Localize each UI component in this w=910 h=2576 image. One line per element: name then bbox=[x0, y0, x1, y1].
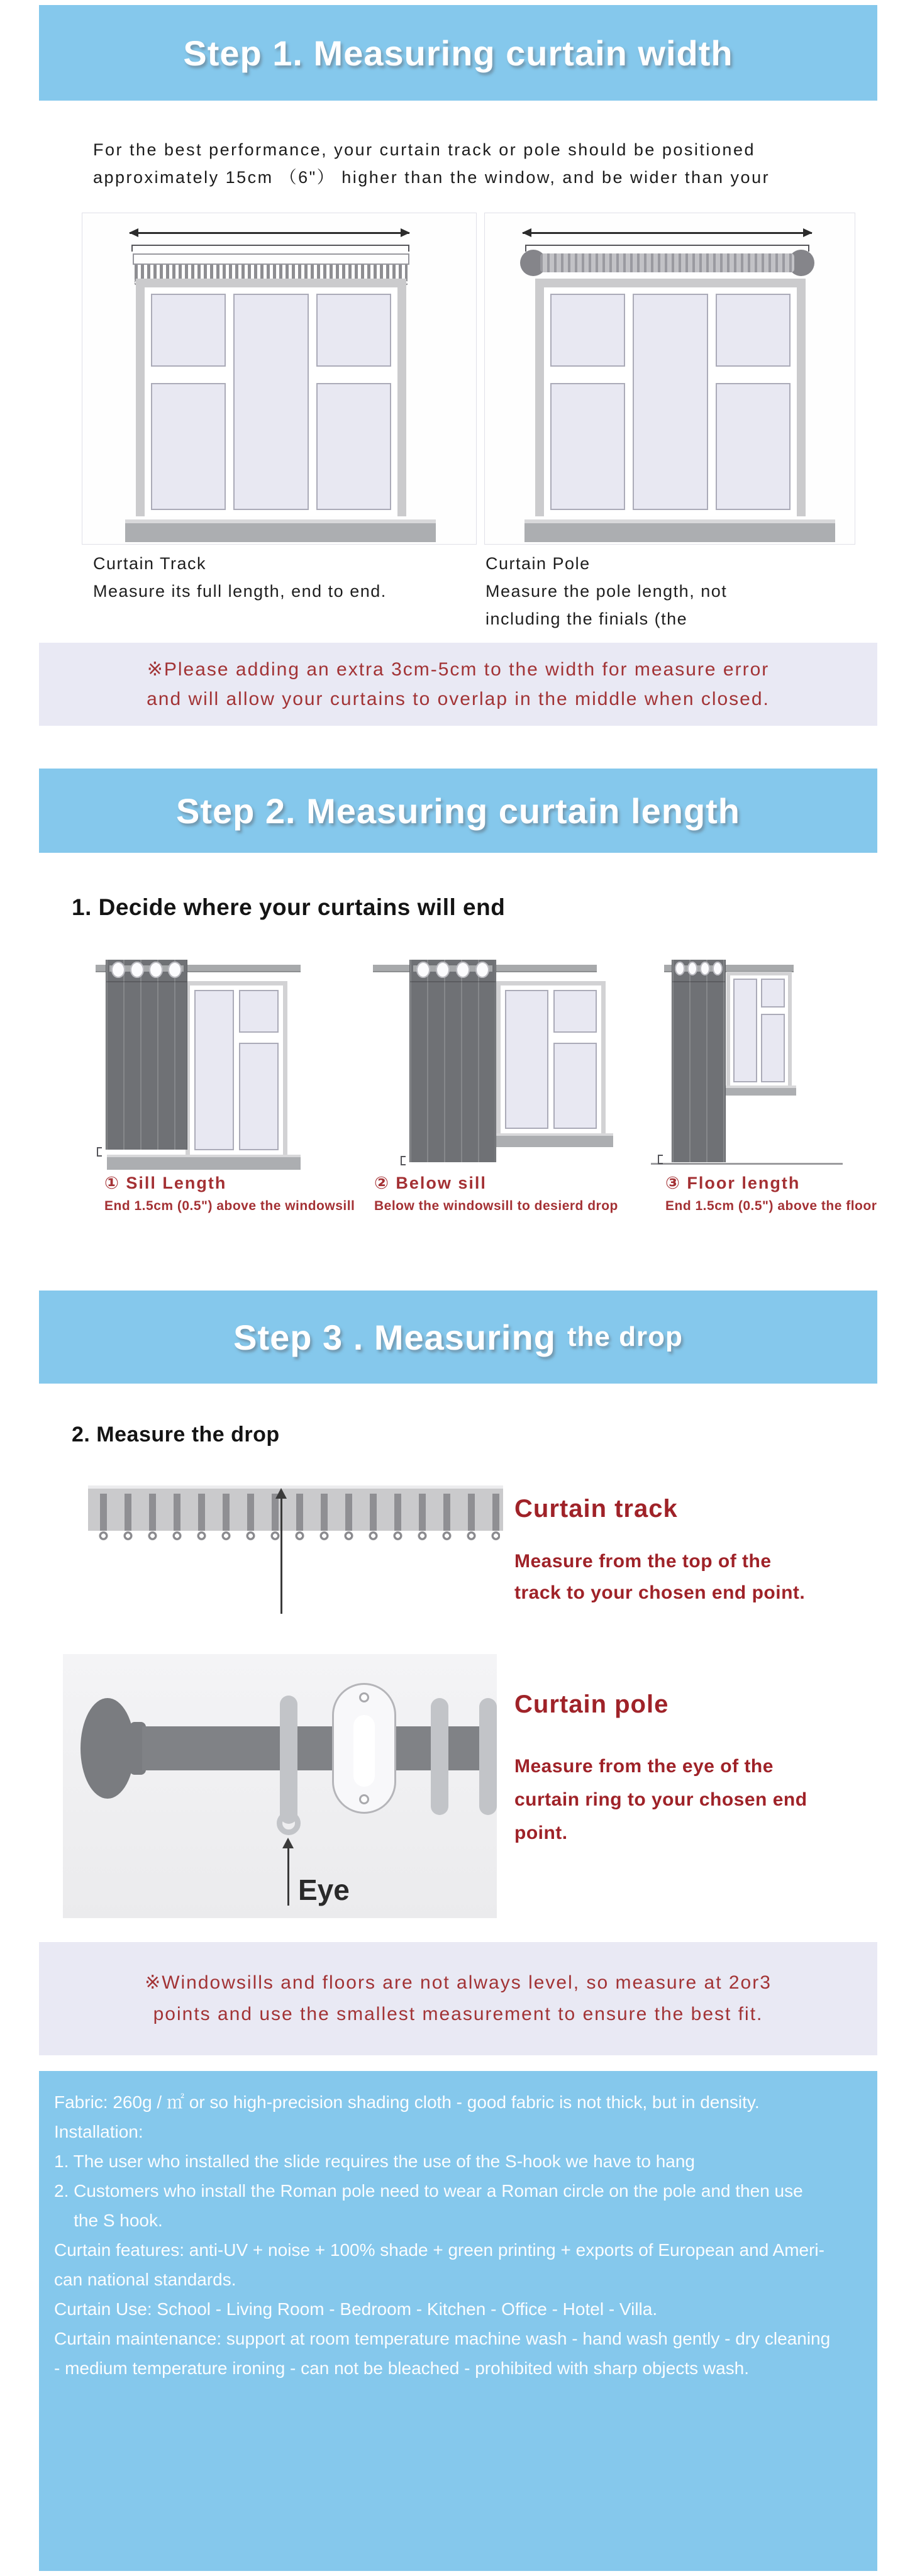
measure-line bbox=[280, 1498, 282, 1614]
windowsill bbox=[524, 519, 835, 542]
track-drop-line: track to your chosen end point. bbox=[514, 1582, 806, 1603]
window-column bbox=[553, 990, 597, 1129]
step3-heading: 2. Measure the drop bbox=[72, 1423, 280, 1446]
curtain-track-window-figure bbox=[82, 213, 477, 545]
ring-eye-icon bbox=[277, 1811, 301, 1835]
pole-bracket-icon bbox=[332, 1683, 396, 1814]
measure-mark-icon bbox=[401, 1156, 406, 1165]
curtain-pole-window-figure bbox=[484, 213, 855, 545]
window-pane bbox=[151, 383, 226, 510]
window-pane bbox=[733, 979, 757, 1082]
grommet-icon bbox=[436, 962, 450, 978]
info-line: the S hook. bbox=[54, 2211, 163, 2230]
grommet-icon bbox=[416, 962, 430, 978]
measure-bracket-icon bbox=[525, 245, 809, 252]
width-arrow-icon bbox=[130, 232, 409, 234]
figure2-label: ② Below sill bbox=[374, 1174, 487, 1192]
figure1-caption: End 1.5cm (0.5") above the windowsill bbox=[104, 1199, 355, 1213]
pole-drop-line: curtain ring to your chosen end bbox=[514, 1789, 807, 1810]
step3-banner-title: Step 3 . Measuring bbox=[233, 1317, 556, 1357]
window-column bbox=[716, 294, 791, 510]
window-illustration bbox=[535, 279, 806, 516]
grommet-icon bbox=[713, 962, 723, 975]
window-pane bbox=[716, 383, 791, 510]
window-column bbox=[505, 990, 548, 1129]
grommet-icon bbox=[675, 962, 685, 975]
window-illustration bbox=[136, 279, 406, 516]
pole-drop-title: Curtain pole bbox=[514, 1690, 669, 1718]
step1-intro bbox=[93, 136, 873, 191]
window-pane bbox=[716, 294, 791, 367]
intro-line: For the best performance, your curtain track or pole should be positioned bbox=[93, 140, 755, 159]
grommet-icon bbox=[475, 962, 489, 978]
curtain-track-illustration bbox=[88, 1485, 503, 1531]
track-gliders bbox=[91, 1494, 500, 1531]
info-line: Curtain Use: School - Living Room - Bedroom - Kitchen - Office - Hotel - Villa. bbox=[54, 2299, 658, 2319]
grommet-icon bbox=[149, 962, 163, 978]
track-drop-line: Measure from the top of the bbox=[514, 1551, 772, 1572]
pole-drop-text bbox=[514, 1750, 807, 1850]
note-line: points and use the smallest measurement to ensure the best fit. bbox=[153, 2004, 763, 2024]
grommet-icon bbox=[687, 962, 697, 975]
windowsill bbox=[107, 1155, 301, 1170]
track-gliders bbox=[135, 265, 408, 280]
windowsill bbox=[490, 1133, 613, 1147]
window-illustration bbox=[726, 972, 792, 1085]
step1-banner bbox=[39, 5, 877, 101]
window-column bbox=[233, 294, 308, 510]
bracket-screw-icon bbox=[359, 1692, 369, 1702]
window-pane bbox=[761, 1014, 785, 1082]
info-line: Curtain features: anti-UV + noise + 100% shade + green printing + exports of European and Ameri- bbox=[54, 2240, 824, 2260]
pole-caption-title: Curtain Pole bbox=[486, 554, 591, 573]
track-glider-eyes bbox=[91, 1531, 500, 1542]
windowsill bbox=[722, 1085, 796, 1096]
track-drop-title: Curtain track bbox=[514, 1495, 678, 1523]
curtain-ring-icon bbox=[280, 1696, 297, 1824]
window-illustration bbox=[186, 981, 287, 1155]
grommet-row bbox=[672, 962, 725, 975]
window-column bbox=[733, 979, 757, 1082]
info-line: can national standards. bbox=[54, 2270, 236, 2289]
width-arrow-icon bbox=[523, 232, 812, 234]
window-pane bbox=[316, 383, 391, 510]
note-line: ※Windowsills and floors are not always level, so measure at 2or3 bbox=[145, 1972, 772, 1993]
step3-banner-subtitle: the drop bbox=[567, 1321, 683, 1352]
window-pane bbox=[505, 990, 548, 1129]
window-illustration bbox=[496, 981, 606, 1133]
track-caption-text: Measure its full length, end to end. bbox=[93, 582, 387, 601]
track-drop-text bbox=[514, 1546, 805, 1609]
bracket-slot bbox=[353, 1715, 375, 1787]
step1-banner-title: Step 1. Measuring curtain width bbox=[183, 33, 733, 73]
pole-caption bbox=[486, 550, 875, 633]
window-pane bbox=[553, 1043, 597, 1129]
window-column bbox=[316, 294, 391, 510]
window-pane bbox=[151, 294, 226, 367]
window-pane bbox=[233, 294, 308, 510]
window-column bbox=[550, 294, 625, 510]
track-caption-title: Curtain Track bbox=[93, 554, 207, 573]
figure1-label: ① Sill Length bbox=[104, 1174, 227, 1192]
curtain-panel bbox=[409, 960, 496, 1162]
measure-bracket-icon bbox=[131, 245, 409, 252]
bracket-screw-icon bbox=[359, 1794, 369, 1804]
up-arrow-icon bbox=[275, 1488, 287, 1499]
figure3-label: ③ Floor length bbox=[665, 1174, 801, 1192]
measure-mark-icon bbox=[97, 1147, 102, 1157]
pole-finial-icon bbox=[80, 1698, 135, 1799]
window-pane bbox=[194, 990, 234, 1150]
note-line: ※Please adding an extra 3cm-5cm to the width for measure error bbox=[147, 659, 770, 680]
info-line: Installation: bbox=[54, 2122, 143, 2141]
windowsill bbox=[125, 519, 436, 542]
pole-caption-text: including the finials (the bbox=[486, 609, 688, 628]
grommet-icon bbox=[111, 962, 125, 978]
curtain-ring-icon bbox=[479, 1698, 497, 1815]
window-column bbox=[761, 979, 785, 1082]
note-line: and will allow your curtains to overlap in the middle when closed. bbox=[147, 689, 770, 709]
step2-banner bbox=[39, 769, 877, 853]
grommet-row bbox=[410, 962, 496, 978]
width-note bbox=[39, 643, 877, 726]
window-pane bbox=[550, 383, 625, 510]
curtain-panel bbox=[106, 960, 187, 1150]
figure2-caption: Below the windowsill to desierd drop bbox=[374, 1199, 618, 1213]
step3-banner bbox=[39, 1291, 877, 1384]
info-line: 1. The user who installed the slide requires the use of the S-hook we have to hang bbox=[54, 2151, 696, 2171]
info-line: Curtain maintenance: support at room temperature machine wash - hand wash gently - dry cleaning bbox=[54, 2329, 831, 2348]
step2-banner-title: Step 2. Measuring curtain length bbox=[175, 791, 741, 831]
window-column bbox=[151, 294, 226, 510]
measure-mark-icon bbox=[658, 1155, 663, 1164]
level-note bbox=[39, 1942, 877, 2055]
track-rail bbox=[133, 253, 409, 265]
info-line: 2. Customers who install the Roman pole need to wear a Roman circle on the pole and then use bbox=[54, 2181, 803, 2201]
window-pane bbox=[239, 990, 279, 1033]
curtain-pole-illustration bbox=[540, 253, 794, 272]
curtain-ring-icon bbox=[431, 1698, 448, 1815]
intro-line: approximately 15cm （6"） higher than the window, and be wider than your bbox=[93, 168, 770, 187]
grommet-row bbox=[106, 962, 187, 978]
window-pane bbox=[761, 979, 785, 1008]
pole-caption-text: Measure the pole length, not bbox=[486, 582, 728, 601]
pole-drop-line: Measure from the eye of the bbox=[514, 1756, 774, 1777]
window-pane bbox=[633, 294, 707, 510]
window-pane bbox=[553, 990, 597, 1033]
curtain-panel bbox=[672, 960, 726, 1162]
window-column bbox=[633, 294, 707, 510]
info-line: Fabric: 260g / ㎡ or so high-precision shading cloth - good fabric is not thick, but in density. bbox=[54, 2092, 760, 2112]
eye-label: Eye bbox=[298, 1874, 350, 1906]
info-line: - medium temperature ironing - can not be bleached - prohibited with sharp objects wash. bbox=[54, 2358, 750, 2378]
pole-drop-line: point. bbox=[514, 1823, 568, 1843]
track-caption bbox=[93, 550, 470, 605]
step2-heading: 1. Decide where your curtains will end bbox=[72, 894, 506, 920]
floor-line bbox=[651, 1163, 843, 1165]
grommet-icon bbox=[168, 962, 182, 978]
window-pane bbox=[550, 294, 625, 367]
window-pane bbox=[316, 294, 391, 367]
measure-line bbox=[287, 1848, 289, 1906]
window-column bbox=[239, 990, 279, 1150]
curtain-pole-figure bbox=[63, 1654, 497, 1918]
grommet-icon bbox=[456, 962, 470, 978]
window-column bbox=[194, 990, 234, 1150]
grommet-icon bbox=[130, 962, 144, 978]
figure3-caption: End 1.5cm (0.5") above the floor bbox=[665, 1199, 877, 1213]
grommet-icon bbox=[700, 962, 710, 975]
up-arrow-icon bbox=[282, 1838, 294, 1848]
product-info-block bbox=[39, 2071, 877, 2571]
window-pane bbox=[239, 1043, 279, 1150]
